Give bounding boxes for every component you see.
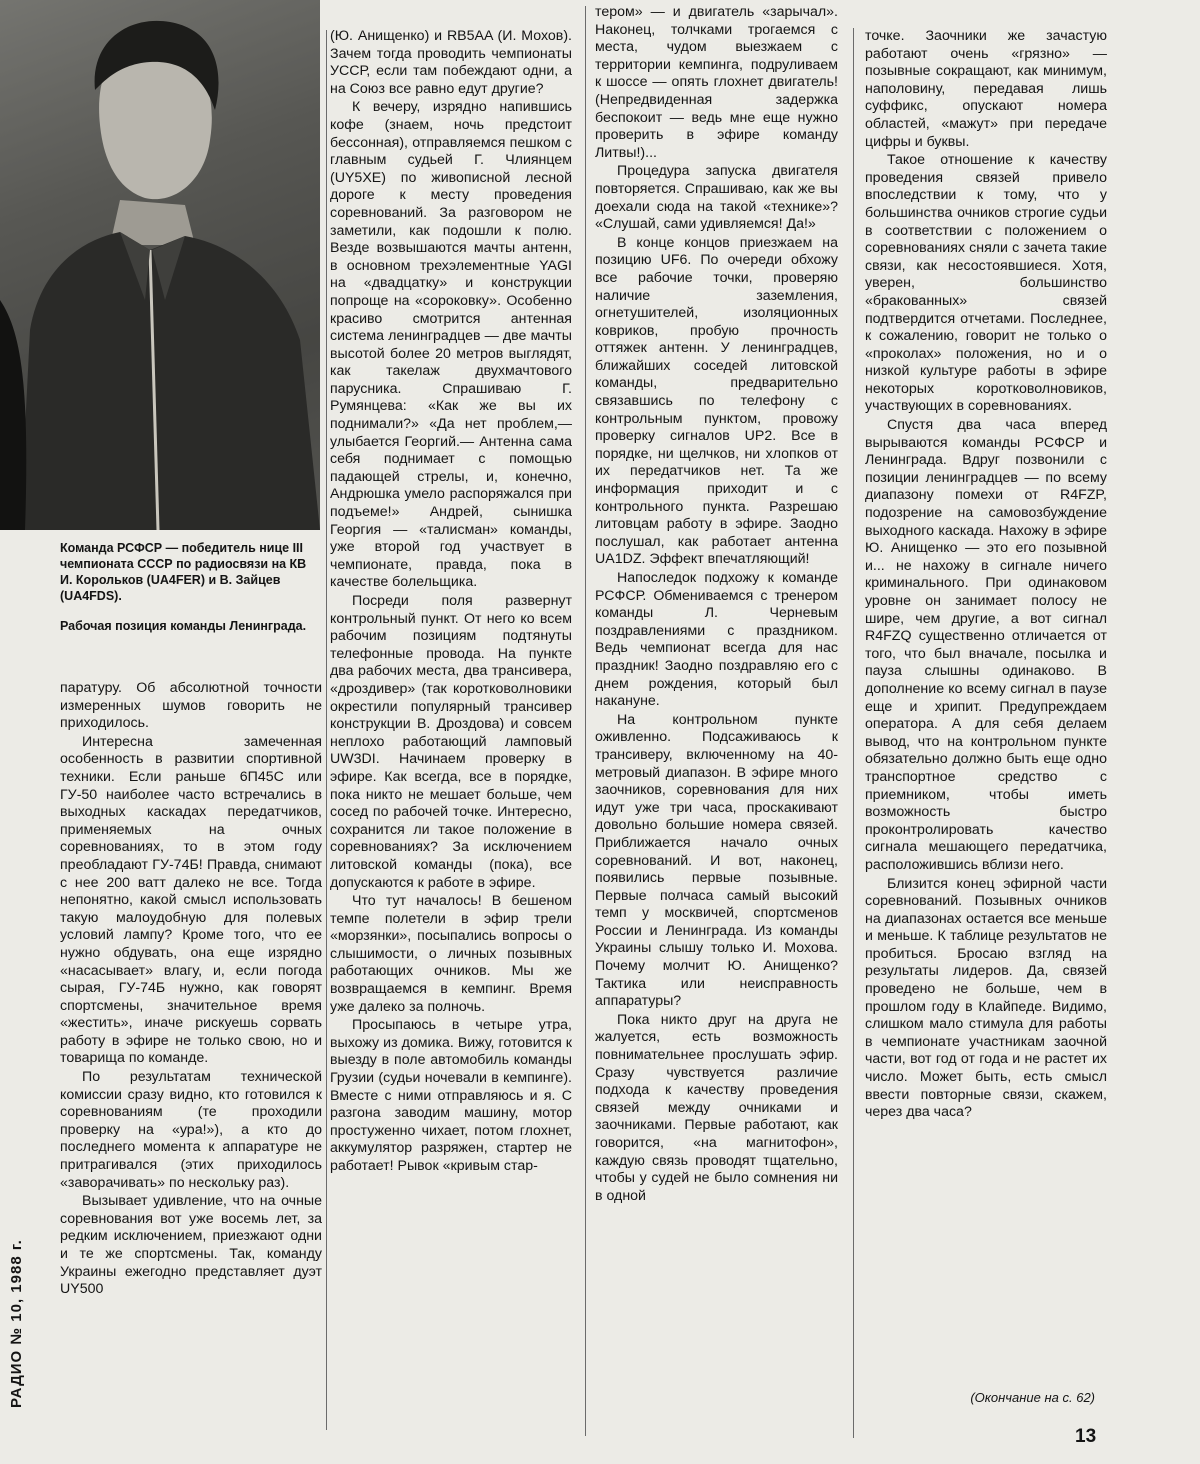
paragraph: Вызывает удивление, что на очные соревнования вот уже восемь лет, за редким исключением, приезжают одни и те же спортсмены. Так, команду Украины ежегодно представляет дуэт UY500: [60, 1193, 322, 1298]
paragraph: По результатам технической комиссии сразу видно, кто готовился к соревнованиям (те проходили проверку на «ура!»), а кто до последнего момента к аппаратуре не притрагивался (этих приходилось «заворачивать» по нескольку раз).: [60, 1069, 322, 1191]
continuation-note: (Окончание на с. 62): [970, 1390, 1095, 1405]
paragraph: Что тут началось! В бешеном темпе полетели в эфир трели «морзянки», посыпались вопросы о слышимости, о личных позывных работающих очников. Мы же возвращаемся в кемпинг. Время уже далеко за полночь.: [330, 893, 572, 1015]
person-silhouette-image: [0, 0, 320, 530]
paragraph: Процедура запуска двигателя повторяется. Спрашиваю, как же вы доехали сюда на такой «технике»? «Слушай, сами удивляемся! Да!»: [595, 163, 838, 233]
paragraph: тером» — и двигатель «зарычал». Наконец, толчками трогаемся с места, чудом выезжаем с территории кемпинга, подруливаем к шоссе — опять глохнет двигатель! (Непредвиденная задержка беспокоит — ведь мне еще нужно проверить в эфире команду Литвы!)...: [595, 4, 838, 161]
column-divider: [585, 6, 586, 1436]
caption-team: Команда РСФСР — победитель нице III чемпионата СССР по радиосвязи на КВ И. Корольков (UA4FER) и В. Зайцев (UA4FDS).: [60, 541, 307, 603]
team-photo: [0, 0, 320, 530]
paragraph: Интересна замеченная особенность в развитии спортивной техники. Если раньше 6П45С или ГУ-50 наиболее часто встречались в выходных каскадах передатчиков, применяемых на очных соревнованиях, то в этом году преобладают ГУ-74Б! Правда, снимают с нее 200 ватт далеко не все. Тогда непонятно, какой смысл использовать такую малоудобную для полевых условий лампу? Кроме того, что ее нужно обдувать, она еще изрядно «насасывает» влагу, и, если погода сырая, ГУ-74Б нужно, как говорят спортсмены, значительное время «жестить», иначе рискуешь сорвать работу в эфире не только свою, но и товарища по команде.: [60, 733, 322, 1067]
paragraph: (Ю. Анищенко) и RB5AA (И. Мохов). Зачем тогда проводить чемпионаты УССР, если там побеждают одни, а на Союз все равно едут другие?: [330, 28, 572, 97]
text-column-3: [595, 4, 838, 1438]
paragraph: В конце концов приезжаем на позицию UF6. По очереди обхожу все рабочие точки, проверяю наличие заземления, огнетушителей, изоляционных ковриков, пробую прочность оттяжек антенн. У ленинградцев, ближайших соседей литовской команды, предварительно связавшись по телефону с контрольным пунктом, провожу проверку сигналов UP2. Все в порядке, ни щелчков, ни хлопков от их передатчиков нет. Та же информация приходит и с контрольного пункта. Разрешаю литовцам работу в эфире. Заодно послушал, как работает антенна UA1DZ. Эффект впечатляющий!: [595, 234, 838, 568]
paragraph: Близится конец эфирной части соревнований. Позывных очников на диапазонах остается все меньше и меньше. К таблице результатов не пробиться. Бросаю взгляд на результаты лидеров. Да, связей проведено не больше, чем в прошлом году в Клайпеде. Видимо, слишком мало стимула для работы в чемпионате участникам заочной части, вот год от года и не растет их число. Может быть, есть смысл ввести повторные связи, скажем, через два часа?: [865, 875, 1107, 1121]
photo-caption: [60, 540, 322, 648]
paragraph: Такое отношение к качеству проведения связей привело впоследствии к тому, что у большинства очников строгие судьи в соответствии с положением о соревнованиях сняли с зачета такие связи, как несостоявшиеся. Хотя, уверен, большинство «бракованных» связей подтвердится отчетами. Последнее, к сожалению, говорит не только о «проколах» положения, но и о низкой культуре работы в эфире некоторых коротковолновиков, участвующих в соревнованиях.: [865, 152, 1107, 415]
paragraph: паратуру. Об абсолютной точности измеренных шумов говорить не приходилось.: [60, 680, 322, 732]
paragraph: Посреди поля развернут контрольный пункт. От него ко всем рабочим позициям подтянуты телефонные провода. На пункте два рабочих места, два трансивера, «дроздивер» (так коротковолновики окрестили популярный трансивер конструкции В. Дроздова) и совсем неплохо работающий ламповый UW3DI. Начинаем проверку в эфире. Как всегда, все в порядке, пока никто не мешает больше, чем сосед по рабочей точке. Интересно, сохранится ли такое положение в соревнованиях? За исключением литовской команды (пока), все допускаются к работе в эфире.: [330, 593, 572, 891]
column-divider: [853, 28, 854, 1438]
caption-position: Рабочая позиция команды Ленинграда.: [60, 619, 307, 633]
page-number: 13: [1075, 1426, 1097, 1447]
paragraph: К вечеру, изрядно напившись кофе (знаем, ночь предстоит бессонная), отправляемся пешком с главным судьей Г. Члиянцем (UY5XE) по живописной лесной дороге к месту проведения соревнований. За разговором не заметили, как подошли к полю. Везде возвышаются мачты антенн, в основном трехэлементные YAGI на «двадцатку» и конструкции попроще на «сороковку». Особенно красиво смотрится антенная система ленинградцев — две мачты высотой более 20 метров выглядят, как такелаж двухмачтового парусника. Спрашиваю Г. Румянцева: «Как же вы их поднимали?» «Да нет проблем,— улыбается Георгий.— Антенна сама себя поднимает с помощью падающей стрелы, и, конечно, Андрюшка умело распоряжался при подъеме!» Андрей, сынишка Георгия — «талисман» команды, уже второй год участвует в чемпионате, правда, пока в качестве болельщика.: [330, 99, 572, 591]
text-column-1: [60, 680, 322, 1392]
text-column-4: [865, 28, 1107, 1308]
paragraph: Пока никто друг на друга не жалуется, есть возможность повнимательнее прослушать эфир. Сразу чувствуется различие подхода к качеству проведения связей между очниками и заочниками. Первые работают, как говорится, «на магнитофон», каждую связь проводят тщательно, чтобы у судей не было сомнения ни в одной: [595, 1011, 838, 1204]
paragraph: Напоследок подхожу к команде РСФСР. Обмениваемся с тренером команды Л. Черневым поздравлениями с праздником. Ведь чемпионат всегда для нас праздник! Заодно поздравляю его с днем рождения, который был накануне.: [595, 570, 838, 710]
paragraph: Просыпаюсь в четыре утра, выхожу из домика. Вижу, готовится к выезду в поле автомобиль команды Грузии (судьи ночевали в кемпинге). Вместе с ними отправляюсь и я. С разгона заводим машину, мотор простуженно чихает, потом глохнет, аккумулятор разряжен, стартер не работает! Рывок «кривым стар-: [330, 1017, 572, 1174]
paragraph: На контрольном пункте оживленно. Подсаживаюсь к трансиверу, включенному на 40-метровый диапазон. В эфире много заочников, соревнования для них идут уже три часа, проскакивают довольно большие номера связей. Приближается начало очных соревнований. И вот, наконец, появились первые позывные. Первые полчаса самый высокий темп у москвичей, спортсменов России и Ленинграда. Из команды Украины слышу только И. Мохова. Почему молчит Ю. Анищенко? Тактика или неисправность аппаратуры?: [595, 711, 838, 1010]
magazine-issue-label: РАДИО № 10, 1988 г.: [8, 1239, 25, 1408]
paragraph: точке. Заочники же зачастую работают очень «грязно» — позывные сокращают, как минимум, наполовину, передавая лишь суффикс, опускают номера областей, «мажут» при передаче цифры и буквы.: [865, 28, 1107, 150]
paragraph: Спустя два часа вперед вырываются команды РСФСР и Ленинграда. Вдруг позвонили с позиции ленинградцев — по всему диапазону помехи от R4FZP, подозрение на самовозбуждение выходного каскада. Нахожу в эфире Ю. Анищенко — это его позывной и... не нахожу в сигнале ничего криминального. При одинаковом уровне он занимает полосу не шире, чем другие, а вот сигнал R4FZQ существенно отличается от того, что был вначале, посылка и пауза слышны одинаково. В дополнение ко всему сигнал в паузе еще и хрипит. Предупреждаем оператора. А для себя делаем вывод, что на контрольном пункте обязательно должно быть еще одно транспортное средство с приемником, чтобы иметь возможность быстро проконтролировать качество сигнала мешающего передатчика, расположившись вблизи него.: [865, 417, 1107, 873]
column-divider: [326, 30, 327, 1430]
text-column-2: [330, 28, 572, 1438]
